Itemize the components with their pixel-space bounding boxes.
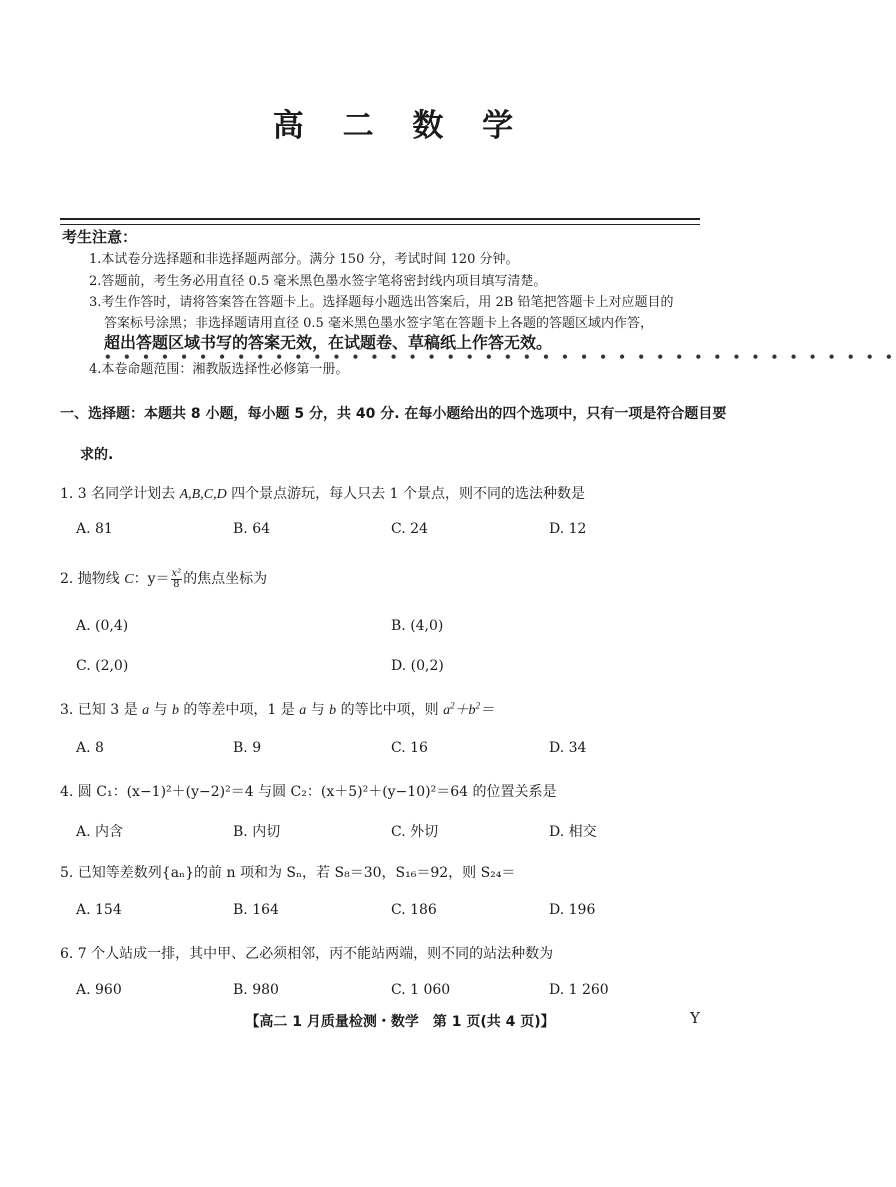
q4-option-a: A. 内含 (76, 824, 124, 840)
question-5: 5. 已知等差数列{aₙ}的前 n 项和为 Sₙ，若 S₈＝30，S₁₆＝92，则 S₂₄＝ (60, 865, 516, 881)
q1-option-d: D. 12 (549, 521, 587, 537)
section-heading-cont: 求的. (80, 447, 114, 463)
corner-mark: Y (690, 1009, 700, 1027)
exam-title: 高 二 数 学 (272, 108, 528, 144)
note-item: 2.答题前，考生务必用直径 0.5 毫米黑色墨水签字笔将密封线内项目填写清楚。 (89, 274, 547, 289)
question-4: 4. 圆 C₁：(x−1)²＋(y−2)²＝4 与圆 C₂：(x＋5)²＋(y−10)²＝64 的位置关系是 (60, 784, 557, 800)
q6-option-d: D. 1 260 (549, 982, 609, 998)
q5-option-a: A. 154 (76, 902, 122, 918)
q1-option-a: A. 81 (76, 521, 113, 537)
q1-option-c: C. 24 (391, 521, 428, 537)
q3-option-c: C. 16 (391, 740, 428, 756)
notes-heading: 考生注意： (62, 228, 138, 246)
note-item: 答案标号涂黑；非选择题请用直径 0.5 毫米黑色墨水签字笔在答题卡上各题的答题区域内作答， (104, 316, 653, 331)
question-6: 6. 7 个人站成一排，其中甲、乙必须相邻，丙不能站两端，则不同的站法种数为 (60, 946, 554, 962)
q6-option-a: A. 960 (76, 982, 122, 998)
q3-option-b: B. 9 (233, 740, 262, 756)
note-item: 4.本卷命题范围：湘教版选择性必修第一册。 (89, 362, 349, 377)
note-emphasis: 超出答题区域书写的答案无效，在试题卷、草稿纸上作答无效。 (104, 333, 553, 352)
header-rule (60, 218, 700, 225)
q4-option-c: C. 外切 (391, 824, 439, 840)
q3-option-d: D. 34 (549, 740, 587, 756)
fraction: $\frac{\text{x²}}{8}$ (171, 567, 182, 590)
page-footer: 【高二 1 月质量检测・数学 第 1 页(共 4 页)】 (245, 1014, 555, 1030)
q2-option-b: B. (4,0) (391, 618, 444, 634)
section-heading: 一、选择题：本题共 8 小题，每小题 5 分，共 40 分. 在每小题给出的四个选项中，只有一项是符合题目要 (60, 406, 727, 422)
q4-option-b: B. 内切 (233, 824, 281, 840)
q1-option-b: B. 64 (233, 521, 271, 537)
note-item: 1.本试卷分选择题和非选择题两部分。满分 150 分，考试时间 120 分钟。 (89, 252, 519, 267)
question-1: 1. 3 名同学计划去 A,B,C,D 四个景点游玩，每人只去 1 个景点，则不同的选法种数是 (60, 486, 585, 502)
question-3: 3. 已知 3 是 a 与 b 的等差中项，1 是 a 与 b 的等比中项，则 $a^2+b^2=$ (60, 700, 495, 718)
q2-option-d: D. (0,2) (391, 658, 444, 674)
q5-option-b: B. 164 (233, 902, 279, 918)
emphasis-dots: • • • • • • • • • • • • • • • • • • • • • • • • • • • • • • • • • • • • • • • • • • (104, 350, 896, 364)
q2-option-a: A. (0,4) (76, 618, 129, 634)
question-2: 2. 抛物线 C：y＝ $\frac{\text{x²}}{8}$ 的焦点坐标为 (60, 567, 268, 590)
q5-option-d: D. 196 (549, 902, 596, 918)
note-item: 3.考生作答时，请将答案答在答题卡上。选择题每小题选出答案后，用 2B 铅笔把答题卡上对应题目的 (89, 295, 674, 310)
q5-option-c: C. 186 (391, 902, 437, 918)
q2-option-c: C. (2,0) (76, 658, 129, 674)
q4-option-d: D. 相交 (549, 824, 597, 840)
q3-option-a: A. 8 (76, 740, 104, 756)
q6-option-c: C. 1 060 (391, 982, 451, 998)
q6-option-b: B. 980 (233, 982, 279, 998)
